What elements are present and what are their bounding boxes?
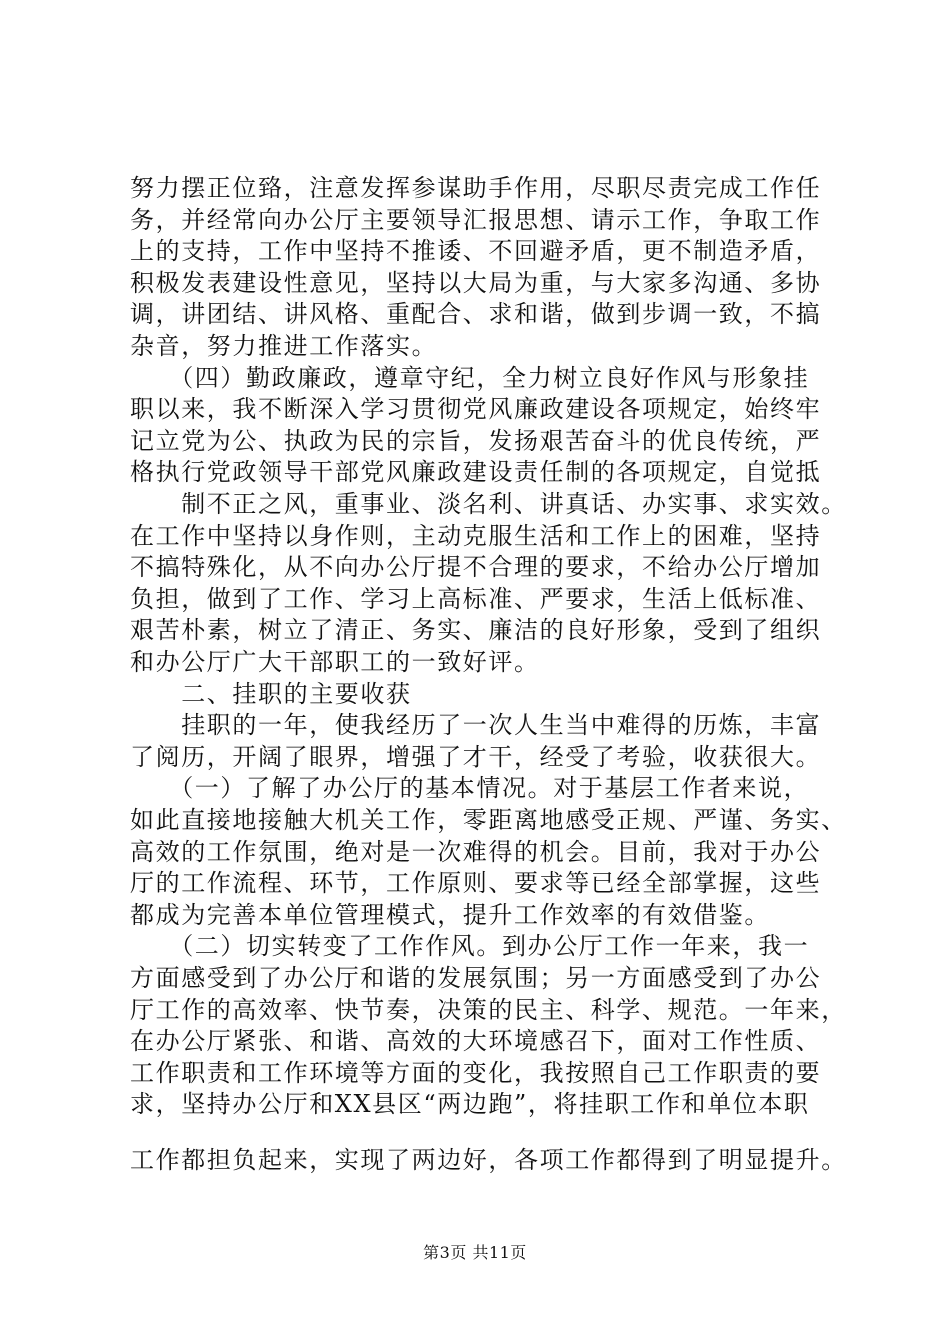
body-text-line: 不搞特殊化，从不向办公厅提不合理的要求，不给办公厅增加 [130,553,822,581]
body-text-line: 了阅历，开阔了眼界，增强了才干，经受了考验，收获很大。 [130,743,822,771]
body-text-line: （四）勤政廉政，遵章守纪，全力树立良好作风与形象挂 [130,364,810,392]
body-text-line: 制不正之风，重事业、淡名利、讲真话、办实事、求实效。 [130,490,847,518]
body-text-line: 挂职的一年，使我经历了一次人生当中难得的历炼，丰富 [130,711,822,739]
body-text-line: 上的支持，工作中坚持不推诿、不回避矛盾，更不制造矛盾， [130,237,822,265]
body-text-line: 和办公厅广大干部职工的一致好评。 [130,648,540,676]
body-text-line: 在工作中坚持以身作则，主动克服生活和工作上的困难，坚持 [130,522,822,550]
body-text-line: 务，并经常向办公厅主要领导汇报思想、请示工作，争取工作 [130,206,822,234]
body-text-line: 求，坚持办公厅和XX县区“两边跑”，将挂职工作和单位本职 [130,1090,810,1118]
body-text-line: 记立党为公、执政为民的宗旨，发扬艰苦奋斗的优良传统，严 [130,427,822,455]
page-footer: 第3页 共11页 [423,1243,527,1262]
body-text-line: （二）切实转变了工作作风。到办公厅工作一年来，我一 [130,932,810,960]
body-text-line: 努力摆正位臵，注意发挥参谋助手作用，尽职尽责完成工作任 [130,174,822,202]
body-text-line: 艰苦朴素，树立了清正、务实、廉洁的良好形象，受到了组织 [130,616,822,644]
body-text-line: 杂音，努力推进工作落实。 [130,332,438,360]
body-text-line: （一）了解了办公厅的基本情况。对于基层工作者来说， [130,774,810,802]
body-text-line: 工作职责和工作环境等方面的变化，我按照自己工作职责的要 [130,1059,822,1087]
body-text-line: 厅工作的高效率、快节奏，决策的民主、科学、规范。一年来， [130,996,847,1024]
body-text-line: 如此直接地接触大机关工作，零距离地感受正规、严谨、务实、 [130,806,847,834]
body-text-line: 厅的工作流程、环节，工作原则、要求等已经全部掌握，这些 [130,869,822,897]
section-heading: 二、挂职的主要收获 [130,680,412,708]
body-text-line: 调，讲团结、讲风格、重配合、求和谐，做到步调一致，不搞 [130,300,822,328]
body-text-line: 工作都担负起来，实现了两边好，各项工作都得到了明显提升。 [130,1146,847,1174]
body-text-line: 职以来，我不断深入学习贯彻党风廉政建设各项规定，始终牢 [130,395,822,423]
body-text-line: 积极发表建设性意见，坚持以大局为重，与大家多沟通、多协 [130,269,822,297]
body-text-line: 负担，做到了工作、学习上高标准、严要求，生活上低标准、 [130,585,822,613]
body-text-line: 都成为完善本单位管理模式，提升工作效率的有效借鉴。 [130,901,770,929]
body-text-line: 方面感受到了办公厅和谐的发展氛围；另一方面感受到了办公 [130,964,822,992]
body-text-line: 格执行党政领导干部党风廉政建设责任制的各项规定，自觉抵 [130,458,822,486]
body-text-line: 高效的工作氛围，绝对是一次难得的机会。目前，我对于办公 [130,838,822,866]
body-text-line: 在办公厅紧张、和谐、高效的大环境感召下，面对工作性质、 [130,1027,822,1055]
